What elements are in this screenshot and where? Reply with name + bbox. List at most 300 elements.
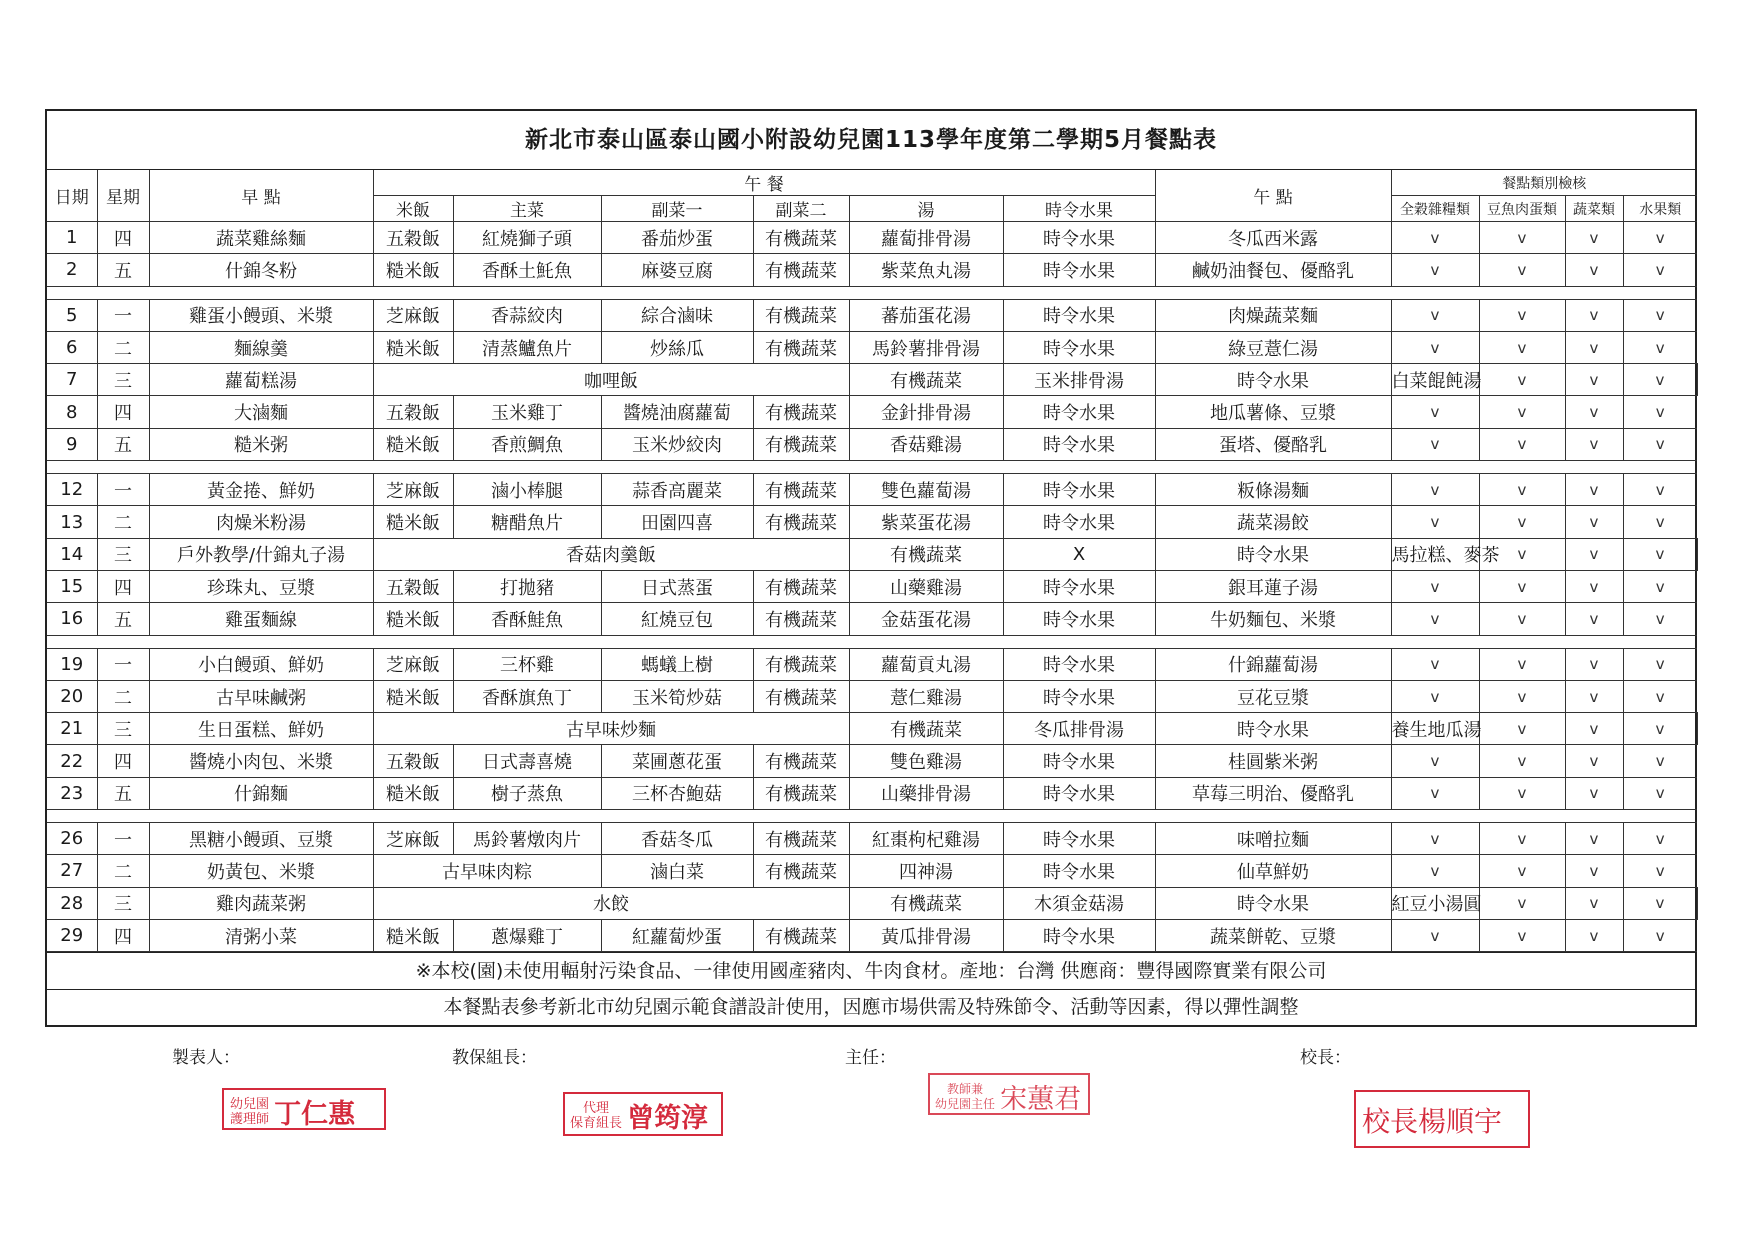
snack-cell: 養生地瓜湯 — [1391, 713, 1479, 745]
weekday-cell: 二 — [97, 680, 149, 712]
breakfast-cell: 雞蛋小饅頭、米漿 — [149, 299, 373, 331]
side2-cell: 有機蔬菜 — [849, 538, 1003, 570]
header-date: 日期 — [47, 170, 97, 222]
date-cell: 20 — [47, 680, 97, 712]
check-protein-mark: v — [1479, 919, 1565, 951]
adjustment-note: 本餐點表參考新北市幼兒園示範食譜設計使用，因應市場供需及特殊節令、活動等因素，得以彈性調整 — [47, 989, 1695, 1025]
maker-label: 製表人： — [172, 1048, 240, 1068]
rice-cell: 糙米飯 — [373, 603, 453, 635]
header-weekday: 星期 — [97, 170, 149, 222]
check-vegetables-mark: v — [1565, 331, 1623, 363]
side1-cell: 麻婆豆腐 — [601, 254, 753, 286]
principal-stamp: 校長楊順宇 — [1354, 1090, 1530, 1148]
check-grains-mark: v — [1479, 713, 1565, 745]
lunch-combined-cell: 咖哩飯 — [373, 364, 849, 396]
side2-cell: 有機蔬菜 — [753, 680, 849, 712]
weekday-cell: 一 — [97, 299, 149, 331]
side2-cell: 有機蔬菜 — [753, 570, 849, 602]
check-fruit-mark: v — [1623, 570, 1697, 602]
check-grains-mark: v — [1479, 887, 1565, 919]
side1-cell: 醬燒油腐蘿蔔 — [601, 396, 753, 428]
fruit-cell: 時令水果 — [1003, 506, 1155, 538]
breakfast-cell: 什錦麵 — [149, 777, 373, 809]
date-cell: 15 — [47, 570, 97, 602]
check-grains-mark: v — [1391, 570, 1479, 602]
side2-cell: 有機蔬菜 — [849, 364, 1003, 396]
rice-cell: 芝麻飯 — [373, 474, 453, 506]
soup-cell: 蘿蔔排骨湯 — [849, 222, 1003, 254]
main-dish-cell: 馬鈴薯燉肉片 — [453, 823, 601, 855]
check-protein-mark: v — [1479, 823, 1565, 855]
breakfast-cell: 醬燒小肉包、米漿 — [149, 745, 373, 777]
check-protein-mark: v — [1479, 428, 1565, 460]
check-grains-mark: v — [1391, 603, 1479, 635]
weekday-cell: 五 — [97, 428, 149, 460]
weekday-cell: 一 — [97, 648, 149, 680]
soup-cell: 玉米排骨湯 — [1003, 364, 1155, 396]
table-row — [47, 474, 1697, 506]
rice-cell: 糙米飯 — [373, 506, 453, 538]
main-dish-cell: 樹子蒸魚 — [453, 777, 601, 809]
breakfast-cell: 奶黃包、米漿 — [149, 855, 373, 887]
snack-cell: 綠豆薏仁湯 — [1155, 331, 1391, 363]
check-grains-mark: v — [1391, 331, 1479, 363]
fruit-cell: 時令水果 — [1003, 254, 1155, 286]
breakfast-cell: 大滷麵 — [149, 396, 373, 428]
weekday-cell: 一 — [97, 823, 149, 855]
date-cell: 12 — [47, 474, 97, 506]
check-vegetables-mark: v — [1565, 299, 1623, 331]
table-row — [47, 823, 1697, 855]
weekday-cell: 二 — [97, 506, 149, 538]
side1-cell: 三杯杏鮑菇 — [601, 777, 753, 809]
principal-label: 校長： — [1300, 1048, 1351, 1068]
fruit-cell: 時令水果 — [1003, 299, 1155, 331]
main-dish-cell: 三杯雞 — [453, 648, 601, 680]
check-vegetables-mark: v — [1565, 919, 1623, 951]
fruit-cell: 時令水果 — [1003, 570, 1155, 602]
side2-cell: 有機蔬菜 — [753, 855, 849, 887]
table-row — [47, 331, 1697, 363]
check-protein-mark: v — [1479, 855, 1565, 887]
snack-cell: 桂圓紫米粥 — [1155, 745, 1391, 777]
side2-cell: 有機蔬菜 — [753, 396, 849, 428]
main-dish-cell: 香酥土魠魚 — [453, 254, 601, 286]
soup-cell: 黃瓜排骨湯 — [849, 919, 1003, 951]
check-fruit-mark: v — [1623, 222, 1697, 254]
check-vegetables-mark: v — [1623, 887, 1697, 919]
side2-cell: 有機蔬菜 — [753, 428, 849, 460]
header-lunch: 午 餐 — [373, 170, 1155, 196]
lunch-combined-cell: 水餃 — [373, 887, 849, 919]
side2-cell: 有機蔬菜 — [753, 474, 849, 506]
breakfast-cell: 肉燥米粉湯 — [149, 506, 373, 538]
rice-cell: 糙米飯 — [373, 331, 453, 363]
soup-cell: 四神湯 — [849, 855, 1003, 887]
breakfast-cell: 蔬菜雞絲麵 — [149, 222, 373, 254]
check-grains-mark: v — [1391, 745, 1479, 777]
check-protein-mark: v — [1565, 887, 1623, 919]
check-protein-mark: v — [1479, 299, 1565, 331]
rice-cell: 糙米飯 — [373, 428, 453, 460]
snack-cell: 蛋塔、優酪乳 — [1155, 428, 1391, 460]
header-check-vegetables: 蔬菜類 — [1565, 196, 1623, 222]
check-grains-mark: v — [1391, 855, 1479, 887]
breakfast-cell: 珍珠丸、豆漿 — [149, 570, 373, 602]
snack-cell: 什錦蘿蔔湯 — [1155, 648, 1391, 680]
check-fruit-mark: v — [1623, 396, 1697, 428]
director-stamp: 教師兼 幼兒園主任 宋蕙君 — [928, 1073, 1090, 1115]
breakfast-cell: 黑糖小饅頭、豆漿 — [149, 823, 373, 855]
main-dish-cell: 香煎鯛魚 — [453, 428, 601, 460]
soup-cell: 蕃茄蛋花湯 — [849, 299, 1003, 331]
menu-body — [47, 222, 1697, 952]
header-main: 主菜 — [453, 196, 601, 222]
date-cell: 26 — [47, 823, 97, 855]
snack-cell: 馬拉糕、麥茶 — [1391, 538, 1479, 570]
soup-cell: 金針排骨湯 — [849, 396, 1003, 428]
weekday-cell: 五 — [97, 777, 149, 809]
soup-cell: 雙色蘿蔔湯 — [849, 474, 1003, 506]
side1-cell: 玉米炒絞肉 — [601, 428, 753, 460]
check-grains-mark: v — [1391, 299, 1479, 331]
side1-cell: 菜圃蔥花蛋 — [601, 745, 753, 777]
weekday-cell: 四 — [97, 919, 149, 951]
snack-cell: 草莓三明治、優酪乳 — [1155, 777, 1391, 809]
check-vegetables-mark: v — [1565, 855, 1623, 887]
weekday-cell: 五 — [97, 254, 149, 286]
weekday-cell: 四 — [97, 222, 149, 254]
header-breakfast: 早 點 — [149, 170, 373, 222]
date-cell: 22 — [47, 745, 97, 777]
breakfast-cell: 小白饅頭、鮮奶 — [149, 648, 373, 680]
side2-cell: 有機蔬菜 — [849, 713, 1003, 745]
main-dish-cell: 香蒜絞肉 — [453, 299, 601, 331]
date-cell: 8 — [47, 396, 97, 428]
snack-cell: 蔬菜湯餃 — [1155, 506, 1391, 538]
check-vegetables-mark: v — [1565, 823, 1623, 855]
soup-cell: 蘿蔔貢丸湯 — [849, 648, 1003, 680]
rice-cell: 糙米飯 — [373, 680, 453, 712]
side2-cell: 有機蔬菜 — [753, 919, 849, 951]
side2-cell: 有機蔬菜 — [753, 254, 849, 286]
rice-cell: 五穀飯 — [373, 745, 453, 777]
table-row — [47, 713, 1697, 745]
check-grains-mark: v — [1391, 919, 1479, 951]
check-fruit-mark: v — [1623, 855, 1697, 887]
weekday-cell: 四 — [97, 396, 149, 428]
maker-stamp: 幼兒園 護理師 丁仁惠 — [222, 1088, 386, 1130]
table-row — [47, 538, 1697, 570]
header-soup: 湯 — [849, 196, 1003, 222]
rice-cell: 糙米飯 — [373, 777, 453, 809]
date-cell: 23 — [47, 777, 97, 809]
breakfast-cell: 清粥小菜 — [149, 919, 373, 951]
check-protein-mark: v — [1479, 396, 1565, 428]
date-cell: 5 — [47, 299, 97, 331]
fruit-cell: 時令水果 — [1003, 823, 1155, 855]
date-cell: 7 — [47, 364, 97, 396]
main-dish-cell: 香酥鮭魚 — [453, 603, 601, 635]
side2-cell: 有機蔬菜 — [753, 331, 849, 363]
date-cell: 2 — [47, 254, 97, 286]
main-dish-cell: 糖醋魚片 — [453, 506, 601, 538]
table-row — [47, 603, 1697, 635]
lunch-combined-cell: 古早味肉粽 — [373, 855, 601, 887]
snack-cell: 白菜餛飩湯 — [1391, 364, 1479, 396]
rice-cell: 糙米飯 — [373, 254, 453, 286]
fruit-cell: 時令水果 — [1003, 428, 1155, 460]
date-cell: 14 — [47, 538, 97, 570]
week-separator — [47, 286, 1697, 299]
date-cell: 1 — [47, 222, 97, 254]
check-fruit-mark: v — [1623, 254, 1697, 286]
check-vegetables-mark: v — [1565, 745, 1623, 777]
snack-cell: 味噌拉麵 — [1155, 823, 1391, 855]
side1-cell: 綜合滷味 — [601, 299, 753, 331]
soup-cell: 紅棗枸杞雞湯 — [849, 823, 1003, 855]
breakfast-cell: 古早味鹹粥 — [149, 680, 373, 712]
weekday-cell: 五 — [97, 603, 149, 635]
breakfast-cell: 麵線羹 — [149, 331, 373, 363]
fruit-cell: 時令水果 — [1003, 474, 1155, 506]
check-vegetables-mark: v — [1565, 474, 1623, 506]
table-row — [47, 428, 1697, 460]
check-grains-mark: v — [1391, 254, 1479, 286]
header-fruit: 時令水果 — [1003, 196, 1155, 222]
fruit-cell: 時令水果 — [1003, 680, 1155, 712]
weekday-cell: 三 — [97, 364, 149, 396]
header-side2: 副菜二 — [753, 196, 849, 222]
week-separator — [47, 461, 1697, 474]
side2-cell: 有機蔬菜 — [753, 745, 849, 777]
date-cell: 29 — [47, 919, 97, 951]
leader-stamp: 代理 保育組長 曾筠淳 — [563, 1092, 723, 1136]
check-grains-mark: v — [1391, 777, 1479, 809]
date-cell: 9 — [47, 428, 97, 460]
side2-cell: 有機蔬菜 — [753, 648, 849, 680]
soup-cell: 薏仁雞湯 — [849, 680, 1003, 712]
soup-cell: 冬瓜排骨湯 — [1003, 713, 1155, 745]
rice-cell: 芝麻飯 — [373, 648, 453, 680]
main-dish-cell: 清蒸鱸魚片 — [453, 331, 601, 363]
main-dish-cell: 蔥爆雞丁 — [453, 919, 601, 951]
check-fruit-mark: v — [1623, 823, 1697, 855]
fruit-cell: 時令水果 — [1003, 331, 1155, 363]
rice-cell: 糙米飯 — [373, 919, 453, 951]
soup-cell: 香菇雞湯 — [849, 428, 1003, 460]
weekday-cell: 三 — [97, 887, 149, 919]
menu-sheet — [45, 109, 1697, 1027]
soup-cell: 山藥排骨湯 — [849, 777, 1003, 809]
main-dish-cell: 打拋豬 — [453, 570, 601, 602]
check-fruit-mark: v — [1623, 919, 1697, 951]
check-grains-mark: v — [1391, 428, 1479, 460]
lunch-combined-cell: 古早味炒麵 — [373, 713, 849, 745]
check-grains-mark: v — [1479, 538, 1565, 570]
snack-cell: 蔬菜餅乾、豆漿 — [1155, 919, 1391, 951]
breakfast-cell: 雞蛋麵線 — [149, 603, 373, 635]
weekday-cell: 二 — [97, 331, 149, 363]
check-fruit-mark: v — [1623, 777, 1697, 809]
breakfast-cell: 戶外教學/什錦丸子湯 — [149, 538, 373, 570]
table-row — [47, 648, 1697, 680]
check-protein-mark: v — [1479, 254, 1565, 286]
check-protein-mark: v — [1479, 506, 1565, 538]
check-grains-mark: v — [1391, 680, 1479, 712]
main-dish-cell: 日式壽喜燒 — [453, 745, 601, 777]
date-cell: 28 — [47, 887, 97, 919]
side1-cell: 玉米筍炒菇 — [601, 680, 753, 712]
check-vegetables-mark: v — [1565, 603, 1623, 635]
breakfast-cell: 黃金捲、鮮奶 — [149, 474, 373, 506]
check-protein-mark: v — [1479, 222, 1565, 254]
side1-cell: 番茄炒蛋 — [601, 222, 753, 254]
soup-cell: 紫菜蛋花湯 — [849, 506, 1003, 538]
side1-cell: 蒜香高麗菜 — [601, 474, 753, 506]
snack-cell: 肉燥蔬菜麵 — [1155, 299, 1391, 331]
check-grains-mark: v — [1479, 364, 1565, 396]
side2-cell: 有機蔬菜 — [753, 603, 849, 635]
snack-cell: 粄條湯麵 — [1155, 474, 1391, 506]
table-row — [47, 680, 1697, 712]
weekday-cell: 一 — [97, 474, 149, 506]
fruit-cell: 時令水果 — [1155, 713, 1391, 745]
date-cell: 19 — [47, 648, 97, 680]
check-protein-mark: v — [1479, 680, 1565, 712]
header-check-protein: 豆魚肉蛋類 — [1479, 196, 1565, 222]
weekday-cell: 二 — [97, 855, 149, 887]
date-cell: 6 — [47, 331, 97, 363]
table-row — [47, 777, 1697, 809]
check-grains-mark: v — [1391, 474, 1479, 506]
table-row — [47, 887, 1697, 919]
side1-cell: 紅蘿蔔炒蛋 — [601, 919, 753, 951]
check-protein-mark: v — [1479, 777, 1565, 809]
check-protein-mark: v — [1479, 474, 1565, 506]
table-row — [47, 919, 1697, 951]
sourcing-note: ※本校(園)未使用輻射污染食品、一律使用國產豬肉、牛肉食材。產地：台灣 供應商：豐得國際實業有限公司 — [47, 952, 1695, 989]
breakfast-cell: 什錦冬粉 — [149, 254, 373, 286]
main-dish-cell: 玉米雞丁 — [453, 396, 601, 428]
check-grains-mark: v — [1391, 823, 1479, 855]
check-protein-mark: v — [1565, 713, 1623, 745]
rice-cell: 五穀飯 — [373, 396, 453, 428]
check-vegetables-mark: v — [1565, 428, 1623, 460]
weekday-cell: 四 — [97, 745, 149, 777]
check-vegetables-mark: v — [1565, 570, 1623, 602]
fruit-cell: 時令水果 — [1003, 222, 1155, 254]
check-vegetables-mark: v — [1565, 648, 1623, 680]
breakfast-cell: 蘿蔔糕湯 — [149, 364, 373, 396]
side1-cell: 螞蟻上樹 — [601, 648, 753, 680]
week-separator — [47, 810, 1697, 823]
fruit-cell: 時令水果 — [1155, 887, 1391, 919]
check-vegetables-mark: v — [1623, 364, 1697, 396]
weekday-cell: 三 — [97, 538, 149, 570]
rice-cell: 五穀飯 — [373, 222, 453, 254]
snack-cell: 鹹奶油餐包、優酪乳 — [1155, 254, 1391, 286]
check-grains-mark: v — [1391, 222, 1479, 254]
lunch-combined-cell: 香菇肉羹飯 — [373, 538, 849, 570]
table-row — [47, 570, 1697, 602]
soup-cell: 紫菜魚丸湯 — [849, 254, 1003, 286]
soup-cell: X — [1003, 538, 1155, 570]
side2-cell: 有機蔬菜 — [753, 299, 849, 331]
leader-label: 教保組長： — [452, 1048, 537, 1068]
check-protein-mark: v — [1565, 538, 1623, 570]
header-check-fruit: 水果類 — [1623, 196, 1697, 222]
check-vegetables-mark: v — [1565, 254, 1623, 286]
breakfast-cell: 雞肉蔬菜粥 — [149, 887, 373, 919]
side2-cell: 有機蔬菜 — [849, 887, 1003, 919]
side2-cell: 有機蔬菜 — [753, 506, 849, 538]
side2-cell: 有機蔬菜 — [753, 823, 849, 855]
check-protein-mark: v — [1479, 570, 1565, 602]
check-protein-mark: v — [1479, 331, 1565, 363]
snack-cell: 地瓜薯條、豆漿 — [1155, 396, 1391, 428]
rice-cell: 芝麻飯 — [373, 299, 453, 331]
table-row — [47, 254, 1697, 286]
side1-cell: 田園四喜 — [601, 506, 753, 538]
check-vegetables-mark: v — [1623, 538, 1697, 570]
snack-cell: 牛奶麵包、米漿 — [1155, 603, 1391, 635]
snack-cell: 仙草鮮奶 — [1155, 855, 1391, 887]
check-fruit-mark: v — [1623, 603, 1697, 635]
header-check-grains: 全穀雜糧類 — [1391, 196, 1479, 222]
side1-cell: 香菇冬瓜 — [601, 823, 753, 855]
menu-table — [47, 170, 1697, 952]
fruit-cell: 時令水果 — [1003, 648, 1155, 680]
check-protein-mark: v — [1479, 745, 1565, 777]
soup-cell: 木須金菇湯 — [1003, 887, 1155, 919]
check-vegetables-mark: v — [1623, 713, 1697, 745]
soup-cell: 金菇蛋花湯 — [849, 603, 1003, 635]
fruit-cell: 時令水果 — [1003, 855, 1155, 887]
weekday-cell: 四 — [97, 570, 149, 602]
table-row — [47, 222, 1697, 254]
table-row — [47, 855, 1697, 887]
rice-cell: 芝麻飯 — [373, 823, 453, 855]
snack-cell: 冬瓜西米露 — [1155, 222, 1391, 254]
fruit-cell: 時令水果 — [1003, 777, 1155, 809]
page-title: 新北市泰山區泰山國小附設幼兒園113學年度第二學期5月餐點表 — [47, 111, 1695, 170]
check-vegetables-mark: v — [1565, 680, 1623, 712]
check-grains-mark: v — [1391, 396, 1479, 428]
fruit-cell: 時令水果 — [1003, 396, 1155, 428]
check-fruit-mark: v — [1623, 474, 1697, 506]
header-rice: 米飯 — [373, 196, 453, 222]
check-fruit-mark: v — [1623, 680, 1697, 712]
director-label: 主任： — [845, 1048, 896, 1068]
soup-cell: 馬鈴薯排骨湯 — [849, 331, 1003, 363]
check-grains-mark: v — [1391, 506, 1479, 538]
date-cell: 21 — [47, 713, 97, 745]
fruit-cell: 時令水果 — [1003, 919, 1155, 951]
week-separator — [47, 635, 1697, 648]
header-check-group: 餐點類別檢核 — [1391, 170, 1697, 196]
date-cell: 16 — [47, 603, 97, 635]
check-vegetables-mark: v — [1565, 396, 1623, 428]
check-fruit-mark: v — [1623, 745, 1697, 777]
main-dish-cell: 香酥旗魚丁 — [453, 680, 601, 712]
check-fruit-mark: v — [1623, 299, 1697, 331]
check-grains-mark: v — [1391, 648, 1479, 680]
soup-cell: 雙色雞湯 — [849, 745, 1003, 777]
fruit-cell: 時令水果 — [1003, 603, 1155, 635]
snack-cell: 銀耳蓮子湯 — [1155, 570, 1391, 602]
weekday-cell: 三 — [97, 713, 149, 745]
